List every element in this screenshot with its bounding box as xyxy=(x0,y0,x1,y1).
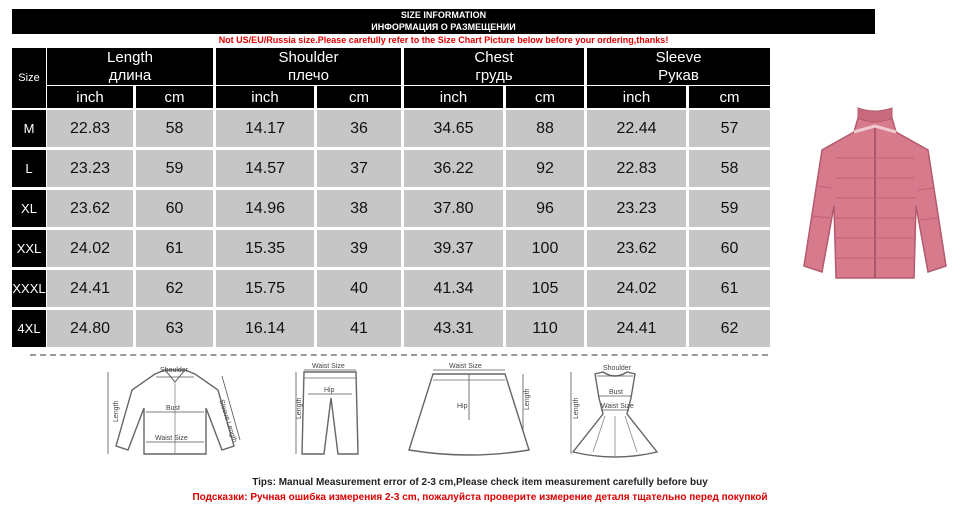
group-header-shoulder xyxy=(216,48,401,85)
value-cell: 34.65 xyxy=(404,110,503,147)
value-cell: 37 xyxy=(317,150,401,187)
unit-header-cm: cm xyxy=(136,86,213,108)
unit-header-cm: cm xyxy=(689,86,770,108)
value-cell: 24.02 xyxy=(47,230,133,267)
group-header-ru: длина xyxy=(108,66,152,84)
value-cell: 62 xyxy=(689,310,770,347)
size-info-header xyxy=(12,9,875,34)
size-cell-4xl: 4XL xyxy=(12,310,46,347)
shirt-shoulder-label: Shoulder xyxy=(160,367,189,374)
value-cell: 22.83 xyxy=(587,150,686,187)
shirt-length-label: Length xyxy=(113,400,120,422)
shirt-diagram xyxy=(100,360,250,460)
pink-jacket-illustration xyxy=(800,96,950,286)
pants-waist-label: Waist Size xyxy=(312,363,345,370)
value-cell: 58 xyxy=(689,150,770,187)
value-cell: 24.41 xyxy=(47,270,133,307)
value-cell: 100 xyxy=(506,230,584,267)
value-cell: 58 xyxy=(136,110,213,147)
value-cell: 96 xyxy=(506,190,584,227)
value-cell: 16.14 xyxy=(216,310,314,347)
value-cell: 62 xyxy=(136,270,213,307)
value-cell: 36 xyxy=(317,110,401,147)
value-cell: 105 xyxy=(506,270,584,307)
value-cell: 57 xyxy=(689,110,770,147)
dress-diagram xyxy=(565,360,665,460)
unit-header-inch: inch xyxy=(47,86,133,108)
dress-bust-label: Bust xyxy=(609,389,624,396)
value-cell: 40 xyxy=(317,270,401,307)
size-cell-l: L xyxy=(12,150,46,187)
unit-header-inch: inch xyxy=(404,86,503,108)
tips-text-ru: Подсказки: Ручная ошибка измерения 2-3 cm, пожалуйста проверите измерение деталя тщательно перед покупкой xyxy=(192,492,768,503)
group-header-en: Sleeve xyxy=(655,48,702,66)
value-cell: 60 xyxy=(689,230,770,267)
value-cell: 41.34 xyxy=(404,270,503,307)
shirt-bust-label: Bust xyxy=(166,405,181,412)
divider xyxy=(30,354,768,356)
shirt-waist-label: Waist Size xyxy=(155,435,188,442)
group-header-chest xyxy=(404,48,584,85)
value-cell: 60 xyxy=(136,190,213,227)
value-cell: 14.57 xyxy=(216,150,314,187)
group-header-sleeve xyxy=(587,48,770,85)
tips-en xyxy=(0,476,960,489)
unit-header-cm: cm xyxy=(317,86,401,108)
skirt-length-label: Length xyxy=(524,388,531,410)
value-cell: 61 xyxy=(689,270,770,307)
value-cell: 22.44 xyxy=(587,110,686,147)
skirt-diagram xyxy=(405,360,535,460)
dress-shoulder-label: Shoulder xyxy=(603,365,632,372)
value-cell: 15.75 xyxy=(216,270,314,307)
value-cell: 88 xyxy=(506,110,584,147)
pants-length-label: Length xyxy=(296,397,303,419)
header-title-en: SIZE INFORMATION xyxy=(400,10,487,20)
unit-header-cm: cm xyxy=(506,86,584,108)
unit-header-inch: inch xyxy=(587,86,686,108)
value-cell: 39.37 xyxy=(404,230,503,267)
skirt-waist-label: Waist Size xyxy=(449,363,482,370)
pants-diagram xyxy=(290,360,370,460)
value-cell: 23.62 xyxy=(47,190,133,227)
value-cell: 24.02 xyxy=(587,270,686,307)
value-cell: 63 xyxy=(136,310,213,347)
value-cell: 24.41 xyxy=(587,310,686,347)
size-note: Not US/EU/Russia size.Please carefully refer to the Size Chart Picture below before your ordering,thanks! xyxy=(218,35,669,45)
value-cell: 59 xyxy=(689,190,770,227)
tips-label: Tips: xyxy=(252,477,276,488)
value-cell: 14.96 xyxy=(216,190,314,227)
shirt-sleeve-label: Sleeve Length xyxy=(217,398,238,444)
size-column-header: Size xyxy=(12,48,46,108)
value-cell: 59 xyxy=(136,150,213,187)
value-cell: 23.62 xyxy=(587,230,686,267)
header-title-ru: ИНФОРМАЦИЯ О РАЗМЕЩЕНИИ xyxy=(371,22,516,32)
value-cell: 22.83 xyxy=(47,110,133,147)
group-header-ru: грудь xyxy=(475,66,513,84)
value-cell: 39 xyxy=(317,230,401,267)
group-header-ru: плечо xyxy=(288,66,329,84)
value-cell: 14.17 xyxy=(216,110,314,147)
size-cell-xxl: XXL xyxy=(12,230,46,267)
pants-hip-label: Hip xyxy=(324,387,335,394)
value-cell: 36.22 xyxy=(404,150,503,187)
value-cell: 41 xyxy=(317,310,401,347)
group-header-en: Chest xyxy=(474,48,514,66)
group-header-ru: Рукав xyxy=(658,66,699,84)
value-cell: 92 xyxy=(506,150,584,187)
measurement-diagrams xyxy=(0,360,960,470)
value-cell: 43.31 xyxy=(404,310,503,347)
group-header-en: Length xyxy=(107,48,153,66)
tips-text-en: Manual Measurement error of 2-3 cm,Please check item measurement carefully before buy xyxy=(278,477,708,488)
value-cell: 61 xyxy=(136,230,213,267)
group-header-length xyxy=(47,48,213,85)
dress-length-label: Length xyxy=(573,397,580,419)
unit-header-inch: inch xyxy=(216,86,314,108)
value-cell: 24.80 xyxy=(47,310,133,347)
size-cell-xl: XL xyxy=(12,190,46,227)
value-cell: 15.35 xyxy=(216,230,314,267)
skirt-hip-label: Hip xyxy=(457,403,468,410)
value-cell: 38 xyxy=(317,190,401,227)
value-cell: 23.23 xyxy=(47,150,133,187)
dress-waist-label: Waist Size xyxy=(601,403,634,410)
group-header-en: Shoulder xyxy=(278,48,339,66)
size-cell-m: M xyxy=(12,110,46,147)
value-cell: 110 xyxy=(506,310,584,347)
value-cell: 23.23 xyxy=(587,190,686,227)
value-cell: 37.80 xyxy=(404,190,503,227)
jacket-image xyxy=(800,96,950,286)
size-cell-xxxl: XXXL xyxy=(12,270,46,307)
